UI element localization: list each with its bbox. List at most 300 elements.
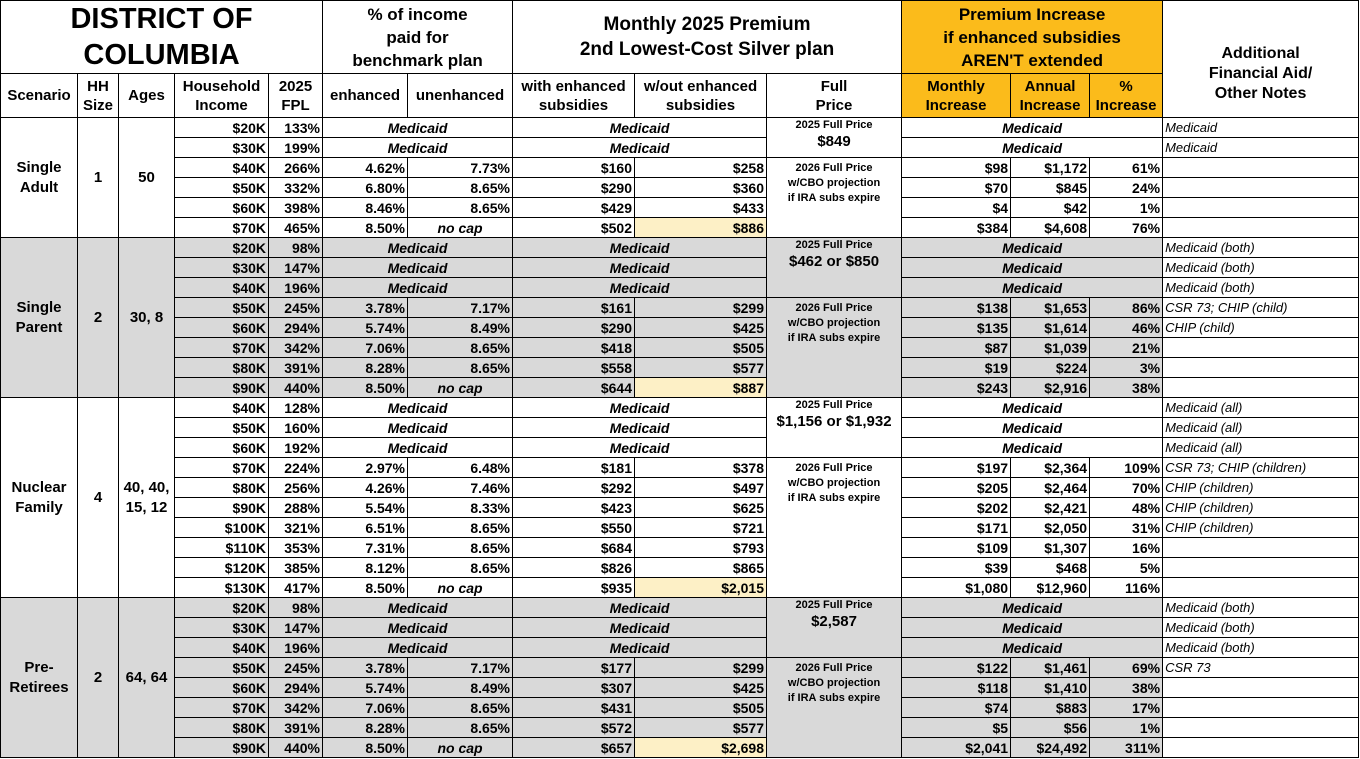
without-subsidy-cell: $425 — [635, 318, 767, 338]
enhanced-pct-cell: 8.28% — [323, 358, 408, 378]
pct-increase-cell: 311% — [1090, 738, 1163, 758]
with-subsidy-cell: $161 — [513, 298, 635, 318]
medicaid-label: Medicaid — [513, 618, 767, 638]
enhanced-pct-cell: 7.31% — [323, 538, 408, 558]
fpl-cell: 391% — [269, 358, 323, 378]
income-cell: $50K — [175, 418, 269, 438]
unenhanced-pct-cell: 8.65% — [408, 358, 513, 378]
annual-increase-cell: $883 — [1011, 698, 1090, 718]
col-fpl — [269, 74, 323, 118]
enhanced-pct-cell: 5.74% — [323, 318, 408, 338]
notes-cell: CSR 73; CHIP (children) — [1163, 458, 1359, 478]
with-subsidy-cell: $826 — [513, 558, 635, 578]
with-subsidy-cell: $181 — [513, 458, 635, 478]
col-with-line-2: subsidies — [538, 96, 609, 114]
col-without-line-1: w/out enhanced — [643, 77, 758, 95]
income-cell: $60K — [175, 678, 269, 698]
full-price-2026-cell — [767, 458, 902, 598]
income-cell: $60K — [175, 318, 269, 338]
with-subsidy-cell: $684 — [513, 538, 635, 558]
income-cell: $50K — [175, 178, 269, 198]
income-cell: $20K — [175, 598, 269, 618]
fpl-cell: 196% — [269, 278, 323, 298]
notes-cell: Medicaid (both) — [1163, 618, 1359, 638]
notes-cell — [1163, 718, 1359, 738]
pct-increase-cell: 76% — [1090, 218, 1163, 238]
monthly-increase-cell: $87 — [902, 338, 1011, 358]
ages-line-1: 50 — [138, 168, 155, 186]
with-subsidy-cell: $502 — [513, 218, 635, 238]
medicaid-label: Medicaid — [902, 418, 1163, 438]
notes-line-2: Financial Aid/ — [1208, 65, 1313, 82]
table-row — [1, 498, 1359, 518]
enhanced-pct-cell: 4.26% — [323, 478, 408, 498]
col-with-line-1: with enhanced — [521, 77, 626, 95]
income-cell: $100K — [175, 518, 269, 538]
scenario-line-1: Pre- — [24, 658, 54, 676]
col-enhanced: enhanced — [323, 74, 408, 118]
notes-cell: Medicaid (all) — [1163, 438, 1359, 458]
medicaid-label: Medicaid — [902, 438, 1163, 458]
ages-line-2: 15, 12 — [125, 498, 168, 516]
fpl-cell: 353% — [269, 538, 323, 558]
fpl-cell: 224% — [269, 458, 323, 478]
income-cell: $60K — [175, 198, 269, 218]
fpl-cell: 294% — [269, 318, 323, 338]
increase-header — [902, 1, 1163, 74]
with-subsidy-cell: $657 — [513, 738, 635, 758]
col-pct-increase — [1090, 74, 1163, 118]
monthly-increase-cell: $135 — [902, 318, 1011, 338]
enhanced-pct-cell: 8.50% — [323, 378, 408, 398]
enhanced-pct-cell: 8.46% — [323, 198, 408, 218]
medicaid-label: Medicaid — [513, 398, 767, 418]
fpl-cell: 417% — [269, 578, 323, 598]
notes-cell — [1163, 198, 1359, 218]
without-subsidy-cell: $865 — [635, 558, 767, 578]
unenhanced-pct-cell: 8.65% — [408, 698, 513, 718]
medicaid-label: Medicaid — [902, 398, 1163, 418]
full-price-2025-label: 2025 Full Price — [795, 119, 873, 131]
with-subsidy-cell: $290 — [513, 318, 635, 338]
monthly-increase-cell: $1,080 — [902, 578, 1011, 598]
monthly-increase-cell: $384 — [902, 218, 1011, 238]
pct-increase-cell: 24% — [1090, 178, 1163, 198]
scenario-line-2: Adult — [19, 178, 59, 196]
income-cell: $70K — [175, 218, 269, 238]
unenhanced-pct-cell: 8.49% — [408, 678, 513, 698]
table-row — [1, 698, 1359, 718]
ages-cell — [119, 398, 175, 598]
enhanced-pct-cell: 7.06% — [323, 698, 408, 718]
notes-cell: Medicaid — [1163, 118, 1359, 138]
notes-cell: Medicaid (all) — [1163, 398, 1359, 418]
pct-increase-cell: 116% — [1090, 578, 1163, 598]
medicaid-label: Medicaid — [323, 638, 513, 658]
full-price-2026-label-3: if IRA subs expire — [787, 332, 881, 344]
with-subsidy-cell: $935 — [513, 578, 635, 598]
monthly-increase-cell: $243 — [902, 378, 1011, 398]
full-price-2025-value: $1,156 or $1,932 — [776, 413, 892, 430]
income-cell: $50K — [175, 658, 269, 678]
notes-cell — [1163, 218, 1359, 238]
table-row — [1, 198, 1359, 218]
monthly-increase-cell: $98 — [902, 158, 1011, 178]
monthly-increase-cell: $19 — [902, 358, 1011, 378]
monthly-increase-cell: $5 — [902, 718, 1011, 738]
notes-cell — [1163, 178, 1359, 198]
unenhanced-pct-cell: 6.48% — [408, 458, 513, 478]
fpl-cell: 440% — [269, 738, 323, 758]
medicaid-label: Medicaid — [513, 598, 767, 618]
with-subsidy-cell: $431 — [513, 698, 635, 718]
col-with — [513, 74, 635, 118]
hh-size-cell: 2 — [78, 238, 119, 398]
pct-increase-cell: 38% — [1090, 378, 1163, 398]
col-without-line-2: subsidies — [665, 96, 736, 114]
notes-cell: CHIP (children) — [1163, 518, 1359, 538]
table-row — [1, 338, 1359, 358]
pct-increase-cell: 61% — [1090, 158, 1163, 178]
full-price-2026-label-3: if IRA subs expire — [787, 492, 881, 504]
fpl-cell: 342% — [269, 698, 323, 718]
full-price-2025-value: $2,587 — [811, 613, 857, 630]
enhanced-pct-cell: 3.78% — [323, 658, 408, 678]
col-unenhanced: unenhanced — [408, 74, 513, 118]
income-pct-line-3: benchmark plan — [352, 50, 483, 70]
col-ages: Ages — [119, 74, 175, 118]
enhanced-pct-cell: 7.06% — [323, 338, 408, 358]
with-subsidy-cell: $292 — [513, 478, 635, 498]
without-subsidy-cell: $299 — [635, 658, 767, 678]
hh-size-cell: 4 — [78, 398, 119, 598]
full-price-2026-label-2: w/CBO projection — [787, 177, 881, 189]
with-subsidy-cell: $160 — [513, 158, 635, 178]
monthly-increase-cell: $118 — [902, 678, 1011, 698]
enhanced-pct-cell: 8.50% — [323, 218, 408, 238]
medicaid-label: Medicaid — [323, 118, 513, 138]
table-row — [1, 658, 1359, 678]
unenhanced-pct-cell: 7.73% — [408, 158, 513, 178]
unenhanced-pct-cell: 7.17% — [408, 658, 513, 678]
without-subsidy-cell: $721 — [635, 518, 767, 538]
full-price-2025-label: 2025 Full Price — [795, 239, 873, 251]
title-line-2: COLUMBIA — [83, 39, 240, 71]
col-income — [175, 74, 269, 118]
fpl-cell: 332% — [269, 178, 323, 198]
fpl-cell: 342% — [269, 338, 323, 358]
annual-increase-cell: $42 — [1011, 198, 1090, 218]
income-cell: $70K — [175, 458, 269, 478]
annual-increase-cell: $845 — [1011, 178, 1090, 198]
notes-cell: Medicaid (both) — [1163, 638, 1359, 658]
without-subsidy-cell: $505 — [635, 338, 767, 358]
pct-increase-cell: 1% — [1090, 198, 1163, 218]
without-subsidy-cell: $625 — [635, 498, 767, 518]
col-pct-line-1: % — [1119, 77, 1133, 95]
fpl-cell: 160% — [269, 418, 323, 438]
annual-increase-cell: $1,172 — [1011, 158, 1090, 178]
with-subsidy-cell: $429 — [513, 198, 635, 218]
unenhanced-pct-cell: 8.65% — [408, 558, 513, 578]
title-line-1: DISTRICT OF — [70, 3, 253, 35]
monthly-increase-cell: $70 — [902, 178, 1011, 198]
full-price-2026-cell — [767, 158, 902, 238]
enhanced-pct-cell: 2.97% — [323, 458, 408, 478]
table-row — [1, 298, 1359, 318]
without-subsidy-cell: $378 — [635, 458, 767, 478]
full-price-2025-value: $849 — [817, 133, 851, 150]
income-cell: $120K — [175, 558, 269, 578]
monthly-increase-cell: $197 — [902, 458, 1011, 478]
fpl-cell: 133% — [269, 118, 323, 138]
medicaid-label: Medicaid — [513, 138, 767, 158]
enhanced-pct-cell: 6.80% — [323, 178, 408, 198]
medicaid-label: Medicaid — [323, 238, 513, 258]
premium-line-2: 2nd Lowest-Cost Silver plan — [579, 39, 835, 60]
income-cell: $130K — [175, 578, 269, 598]
annual-increase-cell: $2,916 — [1011, 378, 1090, 398]
income-cell: $40K — [175, 398, 269, 418]
with-subsidy-cell: $550 — [513, 518, 635, 538]
table-row — [1, 278, 1359, 298]
with-subsidy-cell: $307 — [513, 678, 635, 698]
fpl-cell: 294% — [269, 678, 323, 698]
unenhanced-pct-cell: no cap — [408, 378, 513, 398]
header-row-1 — [1, 1, 1359, 74]
ages-cell — [119, 238, 175, 398]
without-subsidy-cell: $433 — [635, 198, 767, 218]
medicaid-label: Medicaid — [513, 118, 767, 138]
notes-cell — [1163, 738, 1359, 758]
monthly-increase-cell: $138 — [902, 298, 1011, 318]
premium-line-1: Monthly 2025 Premium — [603, 14, 811, 35]
without-subsidy-cell: $887 — [635, 378, 767, 398]
premium-header — [513, 1, 902, 74]
scenario-cell — [1, 238, 78, 398]
pct-increase-cell: 31% — [1090, 518, 1163, 538]
notes-cell — [1163, 678, 1359, 698]
full-price-2025-cell — [767, 238, 902, 298]
pct-increase-cell: 46% — [1090, 318, 1163, 338]
unenhanced-pct-cell: 8.49% — [408, 318, 513, 338]
medicaid-label: Medicaid — [323, 138, 513, 158]
notes-cell: Medicaid (both) — [1163, 258, 1359, 278]
col-monthly-line-1: Monthly — [927, 77, 985, 95]
table-row — [1, 578, 1359, 598]
notes-line-3: Other Notes — [1214, 85, 1307, 102]
scenario-line-1: Nuclear — [11, 478, 67, 496]
enhanced-pct-cell: 8.28% — [323, 718, 408, 738]
monthly-increase-cell: $122 — [902, 658, 1011, 678]
col-full-line-1: Full — [820, 77, 848, 95]
enhanced-pct-cell: 3.78% — [323, 298, 408, 318]
income-cell: $90K — [175, 378, 269, 398]
notes-cell — [1163, 538, 1359, 558]
scenario-line-2: Family — [15, 498, 63, 516]
with-subsidy-cell: $177 — [513, 658, 635, 678]
full-price-2026-label-1: 2026 Full Price — [795, 462, 873, 474]
ages-line-1: 40, 40, — [123, 478, 170, 496]
income-cell: $80K — [175, 718, 269, 738]
medicaid-label: Medicaid — [513, 638, 767, 658]
table-body — [1, 118, 1359, 758]
col-monthly-increase — [902, 74, 1011, 118]
monthly-increase-cell: $39 — [902, 558, 1011, 578]
without-subsidy-cell: $2,698 — [635, 738, 767, 758]
table-row — [1, 218, 1359, 238]
income-cell: $70K — [175, 338, 269, 358]
table-row — [1, 138, 1359, 158]
with-subsidy-cell: $558 — [513, 358, 635, 378]
col-fpl-line-1: 2025 — [278, 77, 313, 95]
without-subsidy-cell: $299 — [635, 298, 767, 318]
notes-cell — [1163, 338, 1359, 358]
notes-cell: Medicaid (both) — [1163, 278, 1359, 298]
col-fpl-line-2: FPL — [281, 96, 310, 114]
table-row — [1, 258, 1359, 278]
unenhanced-pct-cell: 7.46% — [408, 478, 513, 498]
with-subsidy-cell: $644 — [513, 378, 635, 398]
col-full-line-2: Price — [815, 96, 853, 114]
hh-size-cell: 2 — [78, 598, 119, 758]
monthly-increase-cell: $205 — [902, 478, 1011, 498]
table-row — [1, 438, 1359, 458]
fpl-cell: 385% — [269, 558, 323, 578]
pct-increase-cell: 21% — [1090, 338, 1163, 358]
table-row — [1, 558, 1359, 578]
income-cell: $30K — [175, 258, 269, 278]
scenario-line-2: Parent — [15, 318, 63, 336]
notes-cell — [1163, 378, 1359, 398]
medicaid-label: Medicaid — [902, 638, 1163, 658]
pct-increase-cell: 109% — [1090, 458, 1163, 478]
ages-cell — [119, 118, 175, 238]
enhanced-pct-cell: 5.74% — [323, 678, 408, 698]
unenhanced-pct-cell: 8.65% — [408, 518, 513, 538]
increase-line-2: if enhanced subsidies — [943, 27, 1121, 47]
notes-cell: CHIP (child) — [1163, 318, 1359, 338]
notes-cell: CSR 73; CHIP (child) — [1163, 298, 1359, 318]
notes-cell: CHIP (children) — [1163, 478, 1359, 498]
unenhanced-pct-cell: 8.33% — [408, 498, 513, 518]
medicaid-label: Medicaid — [323, 278, 513, 298]
with-subsidy-cell: $290 — [513, 178, 635, 198]
enhanced-pct-cell: 8.50% — [323, 578, 408, 598]
full-price-2026-label-1: 2026 Full Price — [795, 662, 873, 674]
annual-increase-cell: $1,410 — [1011, 678, 1090, 698]
full-price-2025-cell — [767, 598, 902, 658]
col-annual-increase — [1011, 74, 1090, 118]
without-subsidy-cell: $497 — [635, 478, 767, 498]
with-subsidy-cell: $572 — [513, 718, 635, 738]
full-price-2025-value: $462 or $850 — [788, 253, 880, 270]
medicaid-label: Medicaid — [513, 258, 767, 278]
medicaid-label: Medicaid — [323, 398, 513, 418]
income-pct-line-2: paid for — [386, 27, 449, 47]
without-subsidy-cell: $793 — [635, 538, 767, 558]
table-row — [1, 398, 1359, 418]
unenhanced-pct-cell: 8.65% — [408, 198, 513, 218]
fpl-cell: 465% — [269, 218, 323, 238]
pct-increase-cell: 1% — [1090, 718, 1163, 738]
unenhanced-pct-cell: no cap — [408, 578, 513, 598]
unenhanced-pct-cell: 7.17% — [408, 298, 513, 318]
enhanced-pct-cell: 6.51% — [323, 518, 408, 538]
fpl-cell: 256% — [269, 478, 323, 498]
medicaid-label: Medicaid — [513, 418, 767, 438]
annual-increase-cell: $1,653 — [1011, 298, 1090, 318]
notes-cell: Medicaid (both) — [1163, 238, 1359, 258]
monthly-increase-cell: $2,041 — [902, 738, 1011, 758]
pct-increase-cell: 70% — [1090, 478, 1163, 498]
enhanced-pct-cell: 8.50% — [323, 738, 408, 758]
annual-increase-cell: $1,461 — [1011, 658, 1090, 678]
medicaid-label: Medicaid — [902, 278, 1163, 298]
medicaid-label: Medicaid — [902, 138, 1163, 158]
pct-increase-cell: 38% — [1090, 678, 1163, 698]
notes-cell: CSR 73 — [1163, 658, 1359, 678]
col-hh-line-1: HH — [87, 77, 109, 95]
col-income-line-2: Income — [195, 96, 248, 114]
notes-cell: Medicaid (both) — [1163, 598, 1359, 618]
table-row — [1, 418, 1359, 438]
page-title — [1, 1, 323, 74]
col-annual-line-1: Annual — [1024, 77, 1076, 95]
pct-increase-cell: 5% — [1090, 558, 1163, 578]
income-cell: $40K — [175, 158, 269, 178]
full-price-2026-cell — [767, 658, 902, 758]
table-row — [1, 358, 1359, 378]
medicaid-label: Medicaid — [323, 598, 513, 618]
table-row — [1, 678, 1359, 698]
scenario-line-1: Single — [16, 298, 62, 316]
full-price-2026-label-1: 2026 Full Price — [795, 302, 873, 314]
income-cell: $80K — [175, 358, 269, 378]
table-row — [1, 598, 1359, 618]
col-hh-size — [78, 74, 119, 118]
without-subsidy-cell: $2,015 — [635, 578, 767, 598]
without-subsidy-cell: $505 — [635, 698, 767, 718]
table-row — [1, 738, 1359, 758]
hh-size-cell: 1 — [78, 118, 119, 238]
col-income-line-1: Household — [182, 77, 261, 95]
col-scenario: Scenario — [1, 74, 78, 118]
full-price-2025-cell — [767, 118, 902, 158]
annual-increase-cell: $2,050 — [1011, 518, 1090, 538]
income-cell: $60K — [175, 438, 269, 458]
medicaid-label: Medicaid — [902, 598, 1163, 618]
full-price-2025-label: 2025 Full Price — [795, 399, 873, 411]
monthly-increase-cell: $202 — [902, 498, 1011, 518]
col-monthly-line-2: Increase — [925, 96, 987, 114]
table-row — [1, 518, 1359, 538]
income-pct-line-1: % of income — [367, 4, 468, 24]
income-cell: $70K — [175, 698, 269, 718]
fpl-cell: 288% — [269, 498, 323, 518]
fpl-cell: 196% — [269, 638, 323, 658]
full-price-2025-label: 2025 Full Price — [795, 599, 873, 611]
fpl-cell: 199% — [269, 138, 323, 158]
income-cell: $110K — [175, 538, 269, 558]
notes-cell — [1163, 358, 1359, 378]
enhanced-pct-cell: 4.62% — [323, 158, 408, 178]
annual-increase-cell: $2,421 — [1011, 498, 1090, 518]
income-cell: $90K — [175, 498, 269, 518]
table-row — [1, 478, 1359, 498]
full-price-2026-label-2: w/CBO projection — [787, 477, 881, 489]
col-hh-line-2: Size — [82, 96, 113, 114]
